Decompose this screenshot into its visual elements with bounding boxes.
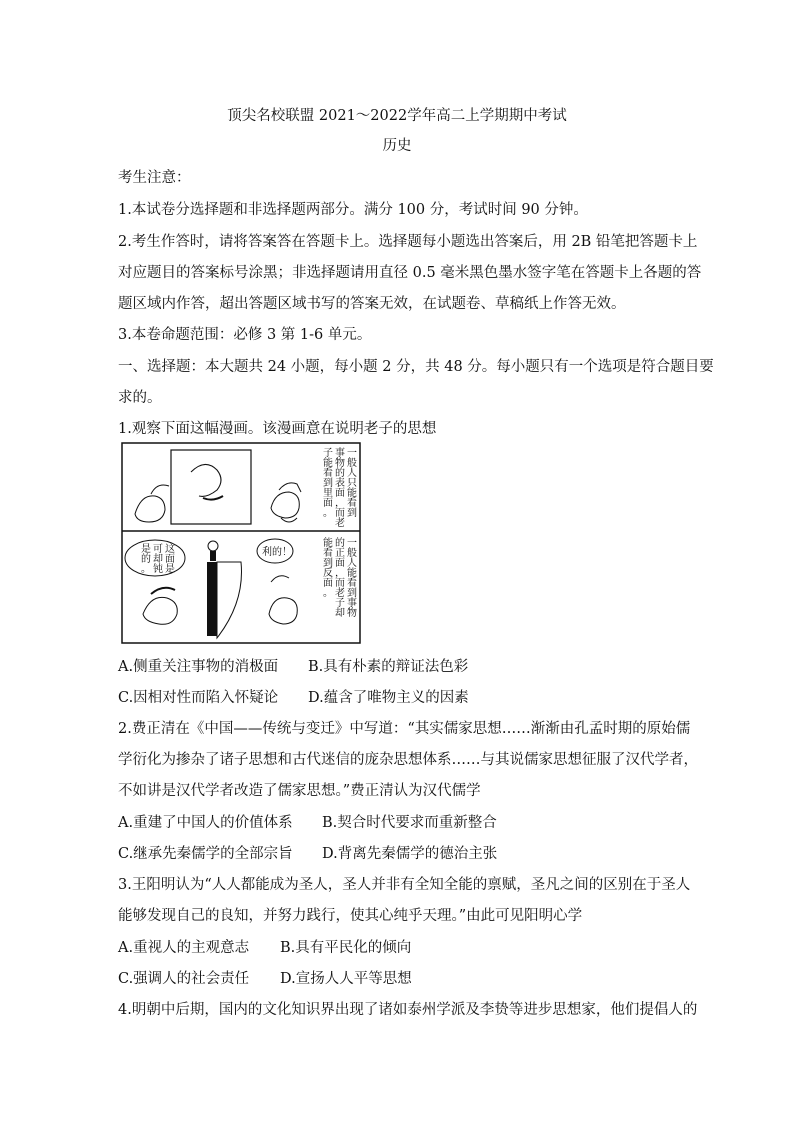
q1-option-c[interactable]: C.因相对性而陷入怀疑论 bbox=[118, 690, 279, 706]
q4-stem-line-1: 4.明朝中后期，国内的文化知识界出现了诸如泰州学派及李贽等进步思想家，他们提倡人的 bbox=[118, 1002, 698, 1018]
subject-title: 历史 bbox=[382, 138, 412, 154]
panel1-caption: 一般人只能看到 事物的表面，而老 子能看到里面。 bbox=[323, 448, 357, 529]
exam-title: 顶尖名校联盟 2021～2022学年高二上学期期中考试 bbox=[227, 108, 567, 124]
section-heading-line-1: 一、选择题：本大题共 24 小题，每小题 2 分，共 48 分。每小题只有一个选项是符合题目要 bbox=[118, 359, 714, 375]
q2-stem-line-3: 不如讲是汉代学者改造了儒家思想。”费正清认为汉代儒学 bbox=[118, 783, 481, 799]
q3-stem-line-2: 能够发现自己的良知，并努力践行，使其心纯乎天理。”由此可见阳明心学 bbox=[118, 908, 583, 924]
q2-option-d[interactable]: D.背离先秦儒学的德治主张 bbox=[322, 846, 498, 862]
laozi-comic-image bbox=[121, 442, 361, 644]
notice-heading: 考生注意： bbox=[118, 170, 191, 186]
q2-option-c[interactable]: C.继承先秦儒学的全部宗旨 bbox=[118, 846, 293, 862]
q2-option-a[interactable]: A.重建了中国人的价值体系 bbox=[118, 815, 293, 831]
panel2-caption: 一般人能看到事物 的正面，而老子却 能看到反面。 bbox=[323, 538, 357, 619]
q3-option-c[interactable]: C.强调人的社会责任 bbox=[118, 971, 250, 987]
q2-stem-line-2: 学衍化为掺杂了诸子思想和古代迷信的庞杂思想体系……与其说儒家思想征服了汉代学者， bbox=[118, 752, 698, 768]
section-heading-line-2: 求的。 bbox=[118, 390, 162, 406]
q1-option-d[interactable]: D.蕴含了唯物主义的因素 bbox=[308, 690, 469, 706]
q3-option-d[interactable]: D.宣扬人人平等思想 bbox=[280, 971, 412, 987]
q3-option-a[interactable]: A.重视人的主观意志 bbox=[118, 940, 250, 956]
q2-stem-line-1: 2.费正清在《中国——传统与变迁》中写道：“其实儒家思想……渐渐由孔孟时期的原始儒 bbox=[118, 721, 691, 737]
panel2-left-bubble: 这面是 可却钝 是的。 bbox=[141, 544, 175, 575]
notice-item-2-line-2: 对应题目的答案标号涂黑；非选择题请用直径 0.5 毫米黑色墨水签字笔在答题卡上各题的答 bbox=[118, 265, 702, 281]
q2-option-b[interactable]: B.契合时代要求而重新整合 bbox=[322, 815, 497, 831]
notice-item-3: 3.本卷命题范围：必修 3 第 1-6 单元。 bbox=[118, 327, 372, 343]
q1-option-b[interactable]: B.具有朴素的辩证法色彩 bbox=[308, 659, 469, 675]
q1-option-a[interactable]: A.侧重关注事物的消极面 bbox=[118, 659, 279, 675]
notice-item-2-line-1: 2.考生作答时，请将答案答在答题卡上。选择题每小题选出答案后，用 2B 铅笔把答题卡上 bbox=[118, 234, 698, 250]
notice-item-1: 1.本试卷分选择题和非选择题两部分。满分 100 分，考试时间 90 分钟。 bbox=[118, 202, 588, 218]
q3-option-b[interactable]: B.具有平民化的倾向 bbox=[280, 940, 412, 956]
q1-stem: 1.观察下面这幅漫画。该漫画意在说明老子的思想 bbox=[118, 421, 437, 437]
panel2-right-bubble: 利的！ bbox=[262, 547, 292, 558]
notice-item-2-line-3: 题区域内作答，超出答题区域书写的答案无效，在试题卷、草稿纸上作答无效。 bbox=[118, 296, 626, 312]
q3-stem-line-1: 3.王阳明认为“人人都能成为圣人，圣人并非有全知全能的禀赋，圣凡之间的区别在于圣人 bbox=[118, 877, 691, 893]
